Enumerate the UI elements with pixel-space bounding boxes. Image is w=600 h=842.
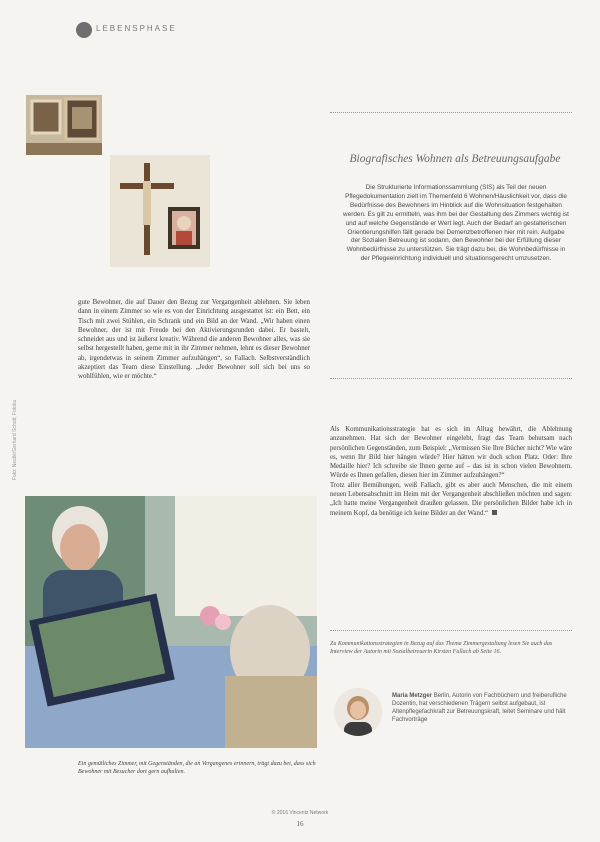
right-column-text [330, 425, 572, 518]
author-name: Maria Metzger [392, 693, 433, 699]
section-marker-icon [76, 22, 92, 38]
footer-copyright: © 2016 Vincentz Network [271, 810, 329, 816]
end-of-article-icon [492, 510, 497, 515]
box-title: Biografisches Wohnen als Betreuungsaufgabe [349, 153, 561, 165]
right-paragraph-1: Als Kommunikationsstrategie hat es sich im Alltag bewährt, die Ablehnung anzunehmen. Hat sich der Bewohner eingelebt, fragt das Team behutsam nach persönlichen Gegenständen, zum Beispiel: „Vermissen Sie Ihre Bücher nicht? Wie wäre es, wenn Ihr Bild hier hängen würde? Hier hätten wir doch schon Platz. Oder: Ihre Medaille hier? Ich schreibe sie Ihnen gerne auf – das ist in schon vielen Bewohnern. Würde es Ihnen gefallen, diesen hier im Zimmer aufzuhängen?“ [330, 426, 572, 480]
shelf-photo-frames-image [26, 95, 102, 155]
left-paragraph: gute Bewohner, die auf Dauer den Bezug zur Vergangenheit ablehnen. Sie leben dann in einem Zimmer so wie es von der Einrichtung ausgestattet ist: ein Bett, ein Tisch mit zwei Stühlen, ein Schrank und ein Bild an der Wand. „Wir haben einen Bewohner, der ist mit Freude bei den Aktivierungsrunden dabei. Er bastelt, schneidet aus und ist äußerst kreativ. Während die anderen Bewohner alles, was sie selbst hergestellt haben, gerne mit in ihr Zimmer nehmen, lehnt es dieser Bewohner ab, irgendetwas in seinem Zimmer aufzuhängen“, so Fallach. Selbstverständlich akzeptiert das Team diese Einstellung. „Jeder Bewohner soll sich bei uns so wohlfühlen, wie er möchte.“ [78, 299, 310, 381]
section-label: LEBENSPHASE [96, 24, 177, 33]
author-description: Berlin, Autorin von Fachbüchern und freiberufliche Dozentin, hat verschiedenen Trägern selbst aufgebaut, ist Altenpflegefachkraft zur Betreuungskraft, leitet Seminare und hält Fachvorträge [392, 693, 567, 723]
photo-credit: Foto: Nestlé/Gerhard Schott; Fotolia [12, 399, 18, 480]
right-paragraph-2 [330, 481, 572, 518]
cross-reference-note: Zu Kommunikationsstrategien in Bezug auf das Thema Zimmergestaltung lesen Sie auch das Interview der Autorin mit Sozialbetreuerin Kirsten Fallach ab Seite 16. [330, 641, 553, 655]
right-paragraph-2-text: Trotz aller Bemühungen, weiß Fallach, gibt es aber auch Menschen, die mit einem neuen Lebensabschnitt im Heim mit der Vergangenheit abschließen möchten und sagen: „Ich hatte meine Vergangenheit draußen gelassen. Die persönlichen Bilder habe ich in meinem Kopf, da benötige ich keine Bilder an der Wand.“ [330, 481, 572, 517]
author-portrait-image [334, 688, 382, 736]
box-text: Die Strukturierte Informationssammlung (SIS) als Teil der neuen Pflegedokumentation zielt im Themenfeld 6 Wohnen/Häuslichkeit vor, dass die Bedürfnisse des Bewohners im Hinblick auf die Wohnsituation festgehalten werden. Es gilt zu ermitteln, was ihm bei der Gestaltung des Zimmers wichtig ist und auf welche Gegenstände er Wert legt. Auch der Bedarf an gestalterischen Orientierungshilfen fällt gerade bei Demenzbetroffenen hier mit rein. Aufgabe der Sozialen Betreuung ist sodann, den Bewohner bei der Erfüllung dieser Wohnbedürfnisse zu unterstützen. Sie trägt dazu bei, die Wohnbedürfnisse in der Pflegeeinrichtung individuell und situationsgerecht umzusetzen. [343, 184, 569, 263]
photo-caption: Ein gemütliches Zimmer, mit Gegenständen, die an Vergangenes erinnern, trägt dazu bei, dass sich Bewohner mit Besucher dort gern aufhalten. [78, 761, 316, 775]
divider-note [330, 630, 572, 631]
divider-bottom [330, 378, 572, 379]
crucifix-wall-image [110, 155, 210, 267]
divider-top [330, 112, 572, 113]
elderly-women-photo-image [25, 496, 317, 748]
author-bio [392, 692, 568, 724]
left-column-text [78, 298, 310, 382]
page-number: 16 [296, 820, 304, 828]
